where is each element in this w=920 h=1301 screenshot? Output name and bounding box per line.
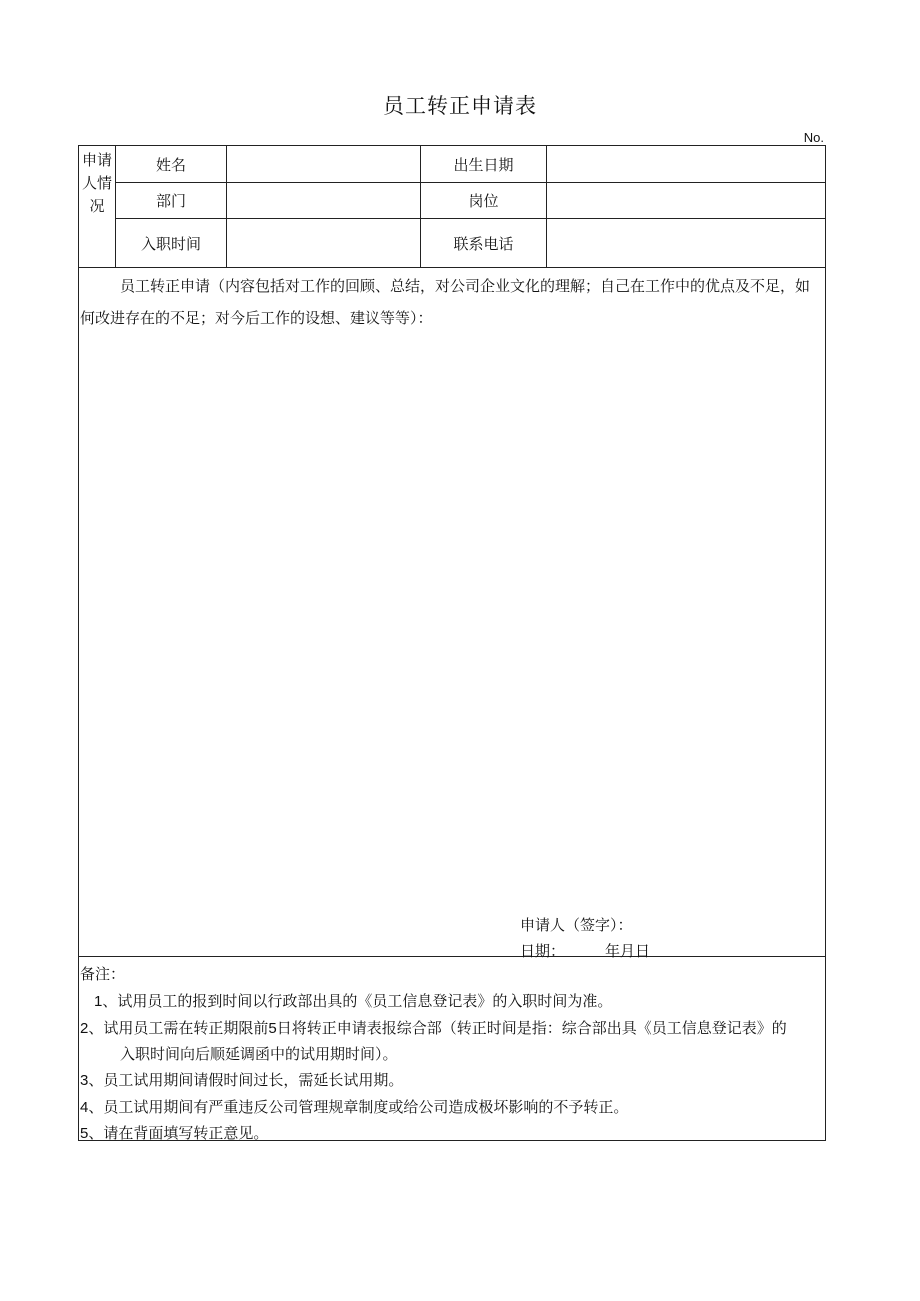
department-field[interactable] bbox=[227, 183, 420, 218]
note-text: 、员工试用期间请假时间过长，需延长试用期。 bbox=[88, 1071, 404, 1089]
name-field[interactable] bbox=[227, 146, 420, 182]
note-item-continuation: 入职时间向后顺延调函中的试用期时间）。 bbox=[120, 1045, 398, 1063]
hire-date-field[interactable] bbox=[227, 219, 420, 267]
note-text: 、试用员工的报到时间以行政部出具的《员工信息登记表》的入职时间为准。 bbox=[102, 992, 613, 1010]
note-number: 1 bbox=[94, 993, 103, 1010]
hire-date-label: 入职时间 bbox=[140, 234, 201, 253]
row-divider bbox=[78, 267, 826, 268]
applicant-signature-label: 申请人（签字）： bbox=[520, 916, 633, 934]
note-text: 、试用员工需在转正期限前 bbox=[88, 1019, 269, 1037]
signature-date-format: 年月日 bbox=[605, 942, 651, 960]
applicant-section-label: 申请人情况 bbox=[81, 151, 112, 215]
birth-date-field[interactable] bbox=[547, 146, 825, 182]
note-item bbox=[80, 1069, 824, 1090]
note-number: 4 bbox=[80, 1099, 89, 1116]
notes-heading: 备注： bbox=[80, 965, 126, 983]
signature-date-label: 日期： bbox=[520, 942, 566, 960]
note-number-inline: 5 bbox=[268, 1020, 277, 1037]
note-number: 2 bbox=[80, 1020, 89, 1037]
form-number-label: No. bbox=[803, 130, 824, 145]
name-label: 姓名 bbox=[155, 155, 186, 174]
row-divider bbox=[78, 956, 826, 957]
phone-label: 联系电话 bbox=[453, 234, 514, 253]
note-item bbox=[94, 990, 838, 1011]
application-content-area[interactable] bbox=[80, 340, 824, 900]
note-text: 、请在背面填写转正意见。 bbox=[88, 1124, 269, 1142]
note-item bbox=[80, 1096, 824, 1117]
phone-field[interactable] bbox=[547, 219, 825, 267]
application-prompt: 员工转正申请（内容包括对工作的回顾、总结，对公司企业文化的理解；自己在工作中的优点及不足，如何改进存在的不足；对今后工作的设想、建议等等）： bbox=[80, 277, 811, 327]
note-text: 、员工试用期间有严重违反公司管理规章制度或给公司造成极坏影响的不予转正。 bbox=[88, 1098, 629, 1116]
position-field[interactable] bbox=[547, 183, 825, 218]
position-label: 岗位 bbox=[468, 192, 499, 210]
birth-date-label: 出生日期 bbox=[453, 155, 514, 174]
note-number: 5 bbox=[80, 1125, 89, 1142]
department-label: 部门 bbox=[155, 192, 186, 210]
note-item bbox=[80, 1017, 824, 1038]
note-item bbox=[80, 1122, 824, 1143]
note-text: 日将转正申请表报综合部（转正时间是指：综合部出具《员工信息登记表》的 bbox=[276, 1019, 787, 1037]
form-title: 员工转正申请表 bbox=[383, 94, 537, 118]
note-number: 3 bbox=[80, 1072, 89, 1089]
